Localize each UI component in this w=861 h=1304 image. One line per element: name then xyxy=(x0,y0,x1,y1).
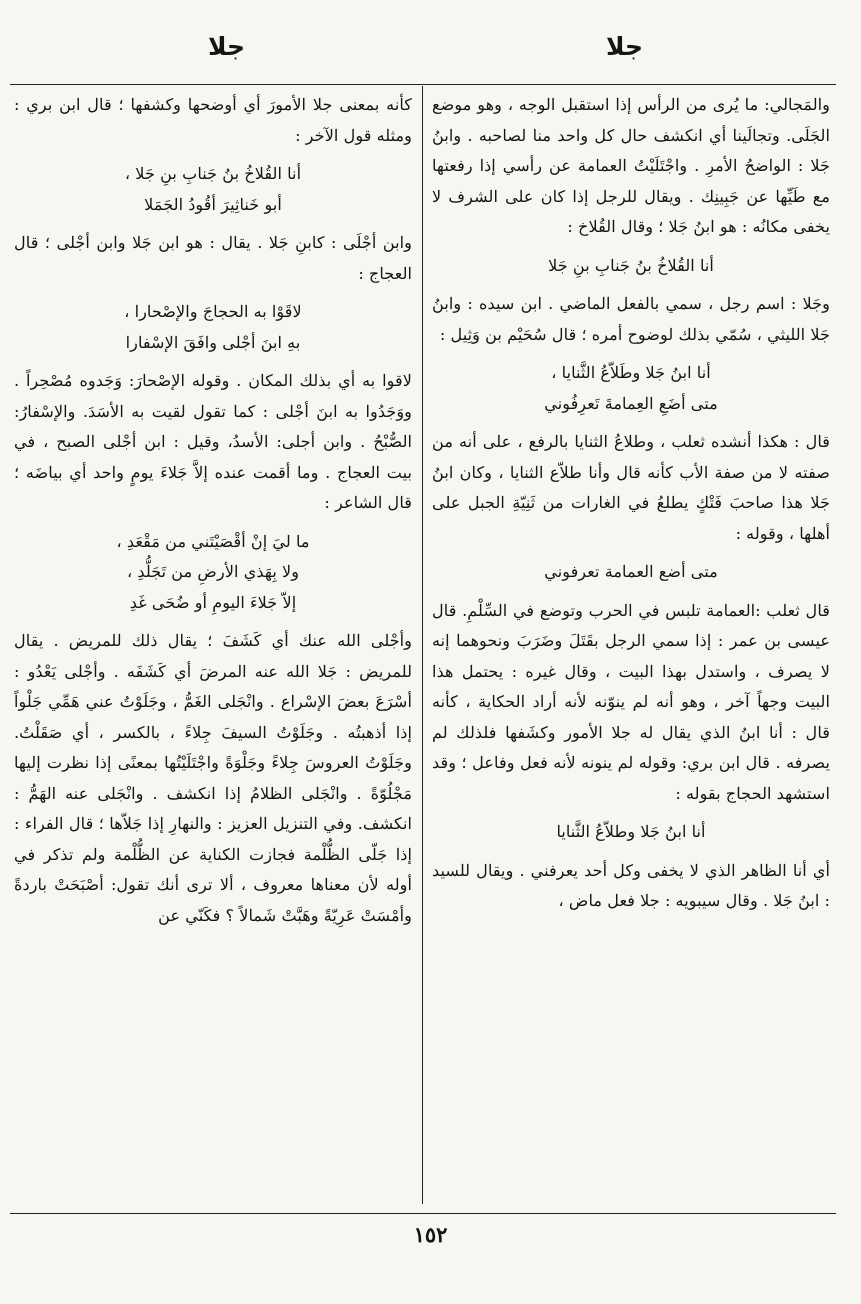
paragraph: أي أنا الظاهر الذي لا يخفى وكل أحد يعرفني . ويقال للسيد : ابنُ جَلا . وقال سيبويه : جلا فعل ماض ، xyxy=(432,860,830,910)
paragraph: كأنه بمعنى جلا الأمورَ أي أوضحها وكشفها ؛ قال ابن بري : ومثله قول الآخر : xyxy=(14,95,412,145)
left-column xyxy=(14,90,412,1205)
verse-line: أنا ابنُ جَلا وطَلاّعُ الثَّنايا ، xyxy=(551,363,711,382)
verse-line: أنا القُلاخُ بنُ جَنابِ بنِ جَلا xyxy=(548,255,714,275)
column-divider xyxy=(422,86,423,1204)
paragraph: والمَجالي: ما يُرى من الرأس إذا استقبل الوجه ، وهو موضع الجَلَى. وتجالَينا أي انكشف حال كل واحد منا لصاحبه . وابنُ جَلا : الواضحُ الأمرِ . واجْتَلَيْتُ العمامة عن رأسي إذا رفعتها مع طَيِّها عن جَبِينِك . ويقال للرجل إذا كان على الشرف لا يخفى مكانُه : هو ابنُ جَلا ؛ وقال القُلاخ : xyxy=(432,95,830,236)
paragraph: وأجْلى الله عنك أي كَشَفَ ؛ يقال ذلك للمريض . يقال للمريض : جَلا الله عنه المرضَ أي كَشَفَه . وأجْلى يَعْدُو : أسْرَعَ بعضَ الإسْراع . وانْجَلى الغَمُّ ، وجَلَوْتُ عني هَمِّي جَلْواً إذا أذهبتُه . وجَلَوْتُ السيفَ جِلاءً ، بالكسر ، أي صَقَلْتُ. وجَلَوْتُ العروسَ جِلاءً وجَلْوَةً واجْتَلَيْتُها بمعنًى إذا نظرت إليها مَجْلُوّةً . وانْجَلى الظلامُ إذا انكشف . وانْجَلى عنه الهَمُّ : انكشف. وفي التنزيل العزيز : والنهارِ إذا جَلاّها ؛ قال الفراء : إذا جَلّى الظُّلْمة فجازت الكناية عن الظُّلْمة ولم تذكر في أوله لأن معناها معروف ، ألا ترى أنك تقول: أصْبَحَتْ باردةً وأمْسَتْ عَرِيّةً وهَبَّتْ شَمالاً ؟ فكَنّي عن xyxy=(14,631,412,925)
right-column xyxy=(432,90,830,1205)
verse-line: متى أضع العمامة تعرفوني xyxy=(544,562,718,581)
verse-line: ما ليَ إنْ أقْصَيْتَني من مَقْعَدِ ، xyxy=(116,531,310,551)
verse-line: إلاّ جَلاءَ اليومِ أو ضُحَى غَدِ xyxy=(129,592,297,612)
verse-line: لاقَوْا به الحجاجَ والإصْحارا ، xyxy=(124,302,302,321)
paragraph: وابن أجْلَى : كابنِ جَلا . يقال : هو ابن جَلا وابن أجْلى ؛ قال العجاج : xyxy=(14,233,412,283)
verse-line: بهِ ابنَ أجْلى وافَقَ الإسْفارا xyxy=(125,332,301,352)
verse-line: متى أضَعِ العِمامةَ تَعرِفُوني xyxy=(544,393,718,413)
paragraph: قال ثعلب :العمامة تلبس في الحرب وتوضع في السِّلْمِ. قال عيسى بن عمر : إذا سمي الرجل بقَتَلَ وضَرَبَ ونحوهما إنه لا يصرف ، واستدل بهذا البيت ، وقال غيره : يحتمل هذا البيت وجهاً آخر ، وهو أنه لم ينوّنه لأنه أراد الحكاية ، كأنه قال : أنا ابنُ الذي يقال له جلا الأمور وكشَفها فلذلك لم يصرفه . قال ابن بري: وقوله لم ينونه لأنه فعل وفاعل ؛ وقد استشهد الحجاج بقوله : xyxy=(432,600,830,803)
running-header-left: جلا xyxy=(208,32,245,61)
verse-line: أنا القُلاخُ بنُ جَنابِ بنِ جَلا ، xyxy=(124,164,302,183)
header-rule xyxy=(10,84,836,85)
page-number: ١٥٢ xyxy=(413,1222,448,1247)
verse-line: ولا بِهَذي الأرضِ من تَجَلُّدِ ، xyxy=(126,562,300,581)
paragraph: قال : هكذا أنشده ثعلب ، وطلاعُ الثنايا بالرفع ، على أنه من صفته لا من صفة الأب كأنه قال وأنا طلاّع الثنايا ، وكان ابنُ جَلا هذا صاحبَ فَتْكٍ يطلعُ في الغارات من ثَنِيّةِ الجبل على أهلها ، وقوله : xyxy=(432,432,830,543)
paragraph: وجَلا : اسم رجل ، سمي بالفعل الماضي . ابن سيده : وابنُ جَلا الليثي ، سُمّي بذلك لوضوح أمره ؛ قال سُحَيْم بن وَثِيل : xyxy=(432,294,830,344)
verse-line: أبو خَناثِيرَ أقُودُ الجَمَلا xyxy=(144,194,282,214)
paragraph: لاقوا به أي بذلك المكان . وقوله الإصْحارَ: وَجَدوه مُصْحِراً . ووَجَدُوا به ابنَ أجْلى : كما تقول لقيت به الأسَدَ. والإسْفارُ: الصُّبْحُ . وابن أجلى: الأسدُ، وقيل : ابن أجْلى الصبح ، في بيت العجاج . وما أقمت عنده إلاَّ جَلاءَ يومٍ واحد أي بياضَه ؛ قال الشاعر : xyxy=(14,371,412,512)
verse-line: أنا ابنُ جَلا وطلاّعُ الثَّنايا xyxy=(556,822,706,841)
running-header-right: جلا xyxy=(606,32,643,61)
footer-rule xyxy=(10,1213,836,1214)
